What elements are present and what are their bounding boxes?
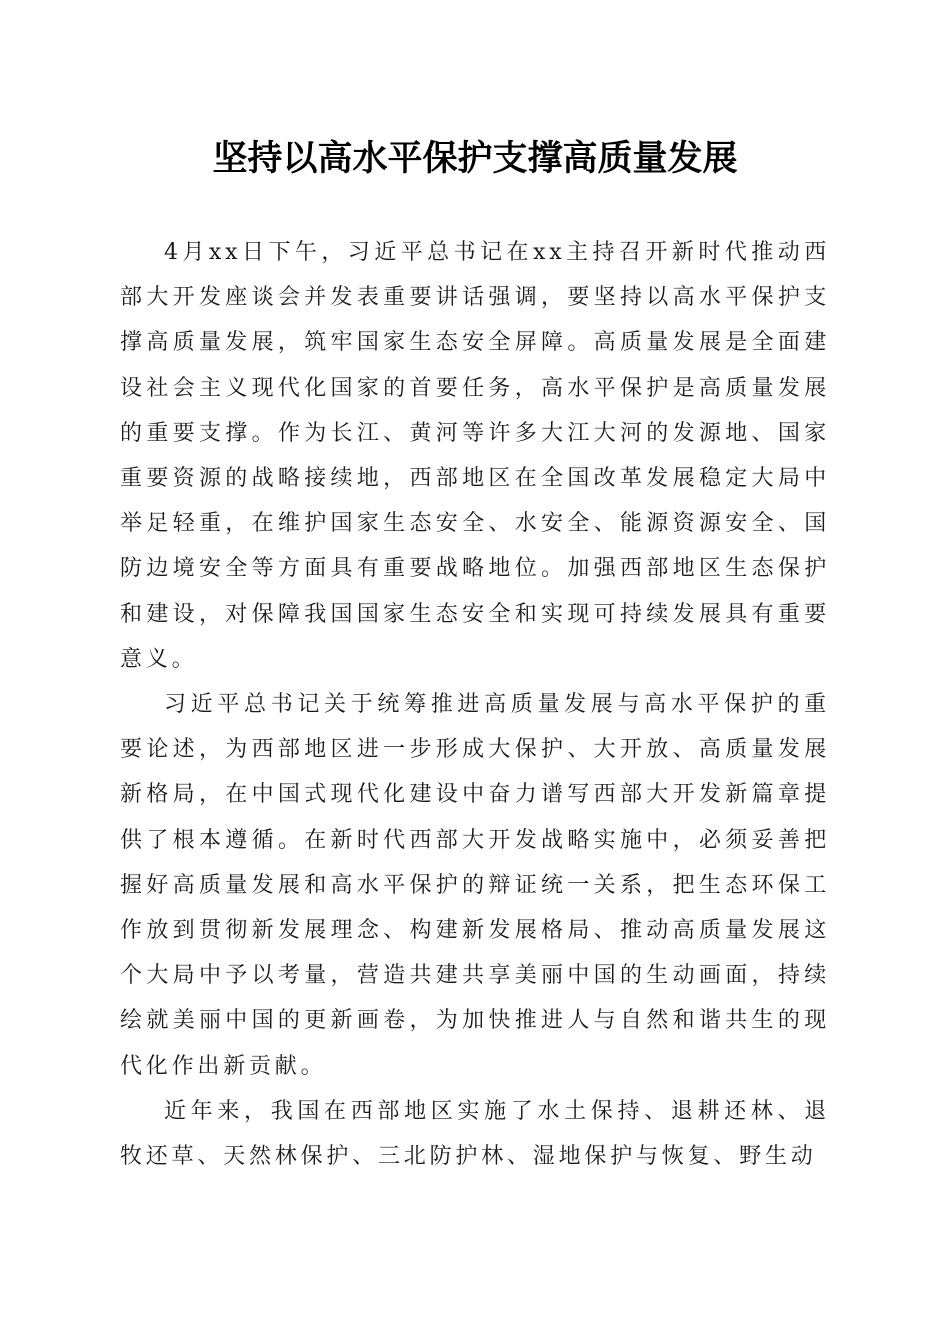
document-title: 坚持以高水平保护支撑高质量发展 [212,138,738,179]
document-body [120,230,830,1179]
paragraph-2: 习近平总书记关于统筹推进高质量发展与高水平保护的重要论述，为西部地区进一步形成大保护、大开放、高质量发展新格局，在中国式现代化建设中奋力谱写西部大开发新篇章提供了根本遵循。在新时代西部大开发战略实施中，必须妥善把握好高质量发展和高水平保护的辩证统一关系，把生态环保工作放到贯彻新发展理念、构建新发展格局、推动高质量发展这个大局中予以考量，营造共建共享美丽中国的生动画面，持续绘就美丽中国的更新画卷，为加快推进人与自然和谐共生的现代化作出新贡献。 [120,692,830,1079]
paragraph-3: 近年来，我国在西部地区实施了水土保持、退耕还林、退牧还草、天然林保护、三北防护林、湿地保护与恢复、野生动 [120,1098,830,1170]
paragraph-1: 4月xx日下午，习近平总书记在xx主持召开新时代推动西部大开发座谈会并发表重要讲话强调，要坚持以高水平保护支撑高质量发展，筑牢国家生态安全屏障。高质量发展是全面建设社会主义现代化国家的首要任务，高水平保护是高质量发展的重要支撑。作为长江、黄河等许多大江大河的发源地、国家重要资源的战略接续地，西部地区在全国改革发展稳定大局中举足轻重，在维护国家生态安全、水安全、能源资源安全、国防边境安全等方面具有重要战略地位。加强西部地区生态保护和建设，对保障我国国家生态安全和实现可持续发展具有重要意义。 [120,240,830,672]
